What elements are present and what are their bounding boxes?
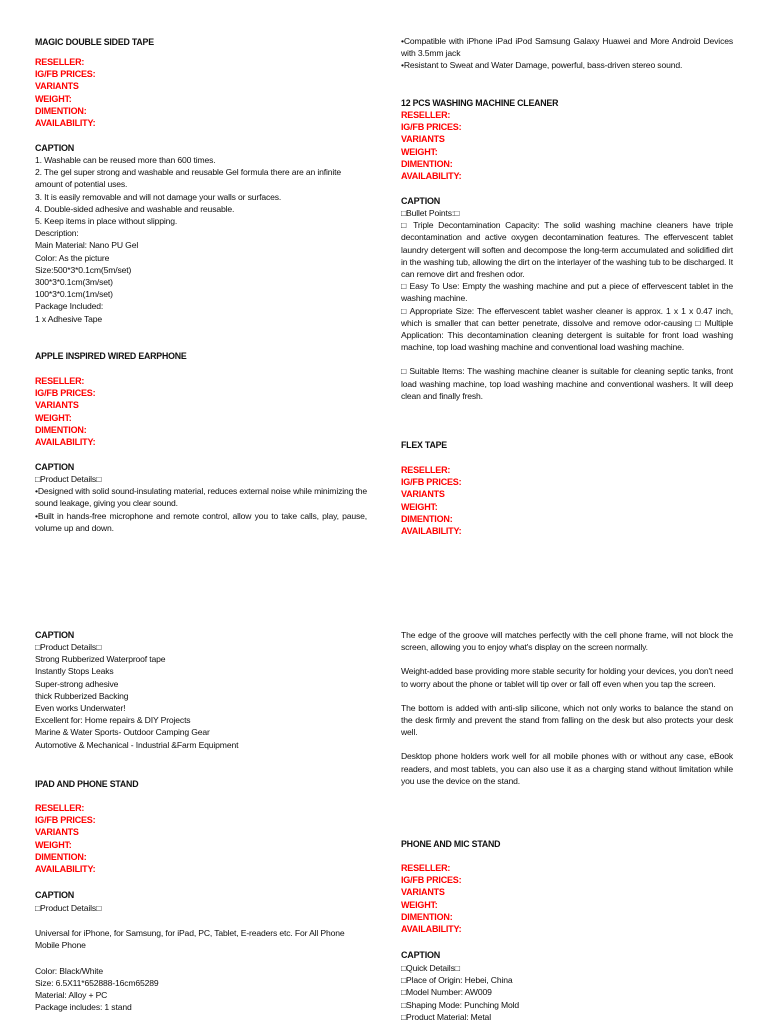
text-line: Super-strong adhesive bbox=[35, 678, 119, 689]
text-line: Instantly Stops Leaks bbox=[35, 666, 114, 677]
magic-tape-description bbox=[35, 154, 367, 325]
prices-label: IG/FB PRICES: bbox=[35, 69, 96, 80]
text-line: Strong Rubberized Waterproof tape bbox=[35, 654, 166, 665]
prices-label: IG/FB PRICES: bbox=[401, 875, 462, 886]
text-paragraph: Weight-added base providing more stable security for holding your devices, you don't need to worry about the phone or tablet will tip over or fall off even when you tap the screen. bbox=[401, 666, 733, 689]
spacer bbox=[401, 653, 733, 665]
text-line: 1 x Adhesive Tape bbox=[35, 313, 103, 324]
text-line: □Product Details□ bbox=[35, 642, 102, 652]
ipad-stand-description bbox=[35, 902, 367, 1013]
text-line: Description: bbox=[35, 228, 79, 239]
variants-label: VARIANTS bbox=[35, 827, 79, 838]
washer-description bbox=[401, 207, 733, 402]
spacer bbox=[401, 738, 733, 750]
weight-label: WEIGHT: bbox=[35, 839, 72, 850]
product-title-flex-tape: FLEX TAPE bbox=[401, 440, 447, 450]
text-line: 4. Double-sided adhesive and washable and reusable. bbox=[35, 203, 235, 214]
text-line: Excellent for: Home repairs & DIY Projects bbox=[35, 715, 191, 726]
caption-heading: CAPTION bbox=[35, 890, 75, 900]
variants-label: VARIANTS bbox=[35, 400, 79, 411]
reseller-label: RESELLER: bbox=[35, 803, 85, 813]
weight-label: WEIGHT: bbox=[401, 501, 438, 512]
product-title-washer: 12 PCS WASHING MACHINE CLEANER bbox=[401, 98, 559, 108]
text-line: Marine & Water Sports- Outdoor Camping Gear bbox=[35, 727, 210, 738]
product-title-magic-tape: MAGIC DOUBLE SIDED TAPE bbox=[35, 37, 154, 47]
text-paragraph: •Compatible with iPhone iPad iPod Samsung Galaxy Huawei and More Android Devices with 3.5mm jack bbox=[401, 36, 733, 59]
text-line: Main Material: Nano PU Gel bbox=[35, 240, 139, 251]
text-line: □Product Details□ bbox=[35, 474, 102, 484]
prices-label: IG/FB PRICES: bbox=[401, 122, 462, 133]
caption-heading: CAPTION bbox=[35, 143, 75, 153]
flex-tape-description bbox=[35, 641, 367, 751]
text-paragraph: □ Easy To Use: Empty the washing machine and put a piece of effervescent tablet in the washing machine. bbox=[401, 281, 733, 304]
reseller-label: RESELLER: bbox=[35, 376, 85, 386]
text-line: Package Included: bbox=[35, 301, 104, 312]
caption-heading: CAPTION bbox=[35, 630, 75, 640]
text-paragraph: The edge of the groove will matches perfectly with the cell phone frame, will not block the screen, allowing you to enjoy what's display on the screen normally. bbox=[401, 630, 733, 653]
dimention-label: DIMENTION: bbox=[35, 105, 87, 116]
field-list-ipad-stand bbox=[35, 802, 95, 875]
spacer bbox=[401, 690, 733, 702]
text-paragraph: □ Appropriate Size: The effervescent tablet washer cleaner is approx. 1 x 1 x 0.47 inch, which is smaller that can better penetrate, dissolve and remove odor-causing □ Multiple Application: This decontamination cleaning detergent is suitable for front load washing machine, top load washing machine and conventional load washing machine. bbox=[401, 305, 733, 353]
availability-label: AVAILABILITY: bbox=[401, 171, 462, 182]
reseller-label: RESELLER: bbox=[401, 465, 451, 475]
spacer bbox=[35, 952, 367, 965]
field-list-flex-tape bbox=[401, 464, 461, 537]
text-line: Color: Black/White bbox=[35, 965, 103, 976]
prices-label: IG/FB PRICES: bbox=[35, 388, 96, 399]
text-line: 2. The gel super strong and washable and reusable Gel formula there are an infinite amount of potential uses. bbox=[35, 167, 342, 190]
caption-heading: CAPTION bbox=[35, 462, 75, 472]
text-line: □Shaping Mode: Punching Mold bbox=[401, 999, 520, 1010]
availability-label: AVAILABILITY: bbox=[401, 526, 462, 537]
text-paragraph: □ Suitable Items: The washing machine cleaner is suitable for cleaning septic tanks, front load washing machine, top load washing machine and conventional washers. It will deep clean and finally fresh. bbox=[401, 366, 733, 401]
weight-label: WEIGHT: bbox=[401, 146, 438, 157]
earphone-description bbox=[35, 473, 367, 534]
product-title-mic-stand: PHONE AND MIC STAND bbox=[401, 839, 501, 849]
spacer bbox=[35, 914, 367, 927]
text-line: Size:500*3*0.1cm(5m/set) bbox=[35, 264, 132, 275]
reseller-label: RESELLER: bbox=[401, 863, 451, 873]
text-paragraph: □ Triple Decontamination Capacity: The solid washing machine cleaners have triple decontamination and active oxygen decontamination features. The effervescent tablet laundry detergent will soften and decompose the long-term accumulated and solidified dirt in the washing tub, allowing the dirt on the interlayer of the washing tub to be discharged. It can remove dirt and freshen odor. bbox=[401, 220, 733, 280]
variants-label: VARIANTS bbox=[401, 887, 445, 898]
variants-label: VARIANTS bbox=[401, 134, 445, 145]
caption-heading: CAPTION bbox=[401, 196, 441, 206]
text-line: Color: As the picture bbox=[35, 252, 110, 263]
text-line: 3. It is easily removable and will not damage your walls or surfaces. bbox=[35, 191, 282, 202]
variants-label: VARIANTS bbox=[35, 81, 79, 92]
text-line: 100*3*0.1cm(1m/set) bbox=[35, 289, 113, 300]
dimention-label: DIMENTION: bbox=[401, 911, 453, 922]
reseller-label: RESELLER: bbox=[401, 110, 451, 120]
dimention-label: DIMENTION: bbox=[401, 513, 453, 524]
product-title-ipad-stand: IPAD AND PHONE STAND bbox=[35, 779, 139, 789]
text-line: 300*3*0.1cm(3m/set) bbox=[35, 277, 113, 288]
text-line: □Model Number: AW009 bbox=[401, 987, 492, 998]
dimention-label: DIMENTION: bbox=[401, 158, 453, 169]
text-line: □Product Details□ bbox=[35, 903, 102, 913]
weight-label: WEIGHT: bbox=[35, 93, 72, 104]
availability-label: AVAILABILITY: bbox=[35, 437, 96, 448]
text-line: □Product Material: Metal bbox=[401, 1011, 491, 1022]
caption-heading: CAPTION bbox=[401, 950, 441, 960]
text-line: Even works Underwater! bbox=[35, 703, 126, 714]
ipad-stand-continued bbox=[401, 629, 733, 787]
prices-label: IG/FB PRICES: bbox=[401, 477, 462, 488]
text-paragraph: •Designed with solid sound-insulating material, reduces external noise while minimizing the sound leakage, giving you clear sound. bbox=[35, 486, 367, 509]
text-line: □Bullet Points:□ bbox=[401, 208, 460, 218]
field-list-magic-tape bbox=[35, 56, 95, 129]
text-paragraph: The bottom is added with anti-slip silicone, which not only works to balance the stand on the desk firmly and prevent the stand from falling on the desk but also protects your desk well. bbox=[401, 702, 733, 738]
reseller-label: RESELLER: bbox=[35, 57, 85, 67]
text-line: Package includes: 1 stand bbox=[35, 1002, 132, 1013]
text-line: □Quick Details□ bbox=[401, 963, 460, 973]
text-line: Automotive & Mechanical - Industrial &Farm Equipment bbox=[35, 739, 239, 750]
text-line: □Place of Origin: Hebei, China bbox=[401, 975, 513, 986]
text-line: Size: 6.5X11*652888-16cm65289 bbox=[35, 977, 159, 988]
field-list-mic-stand bbox=[401, 862, 461, 935]
spacer bbox=[401, 353, 733, 365]
dimention-label: DIMENTION: bbox=[35, 424, 87, 435]
availability-label: AVAILABILITY: bbox=[35, 864, 96, 875]
field-list-earphone bbox=[35, 375, 95, 448]
field-list-washer bbox=[401, 109, 461, 182]
text-paragraph: Universal for iPhone, for Samsung, for iPad, PC, Tablet, E-readers etc. For All Phone Mobile Phone bbox=[35, 928, 345, 951]
dimention-label: DIMENTION: bbox=[35, 851, 87, 862]
availability-label: AVAILABILITY: bbox=[35, 118, 96, 129]
text-paragraph: •Resistant to Sweat and Water Damage, powerful, bass-driven stereo sound. bbox=[401, 60, 683, 71]
mic-stand-description bbox=[401, 962, 733, 1024]
text-line: 1. Washable can be reused more than 600 times. bbox=[35, 155, 216, 165]
text-line: thick Rubberized Backing bbox=[35, 690, 129, 701]
text-paragraph: •Built in hands-free microphone and remote control, allow you to take calls, play, pause, volume up and down. bbox=[35, 510, 367, 533]
weight-label: WEIGHT: bbox=[35, 412, 72, 423]
variants-label: VARIANTS bbox=[401, 489, 445, 500]
text-line: Material: Alloy + PC bbox=[35, 990, 108, 1001]
prices-label: IG/FB PRICES: bbox=[35, 815, 96, 826]
product-title-earphone: APPLE INSPIRED WIRED EARPHONE bbox=[35, 351, 187, 361]
earphone-continued bbox=[401, 35, 733, 72]
text-line: 5. Keep items in place without slipping. bbox=[35, 216, 178, 227]
text-paragraph: Desktop phone holders work well for all mobile phones with or without any case, eBook readers, and most tablets, you can also use it as a charging stand without limitation while you use the device on the stand. bbox=[401, 751, 733, 786]
availability-label: AVAILABILITY: bbox=[401, 924, 462, 935]
weight-label: WEIGHT: bbox=[401, 899, 438, 910]
